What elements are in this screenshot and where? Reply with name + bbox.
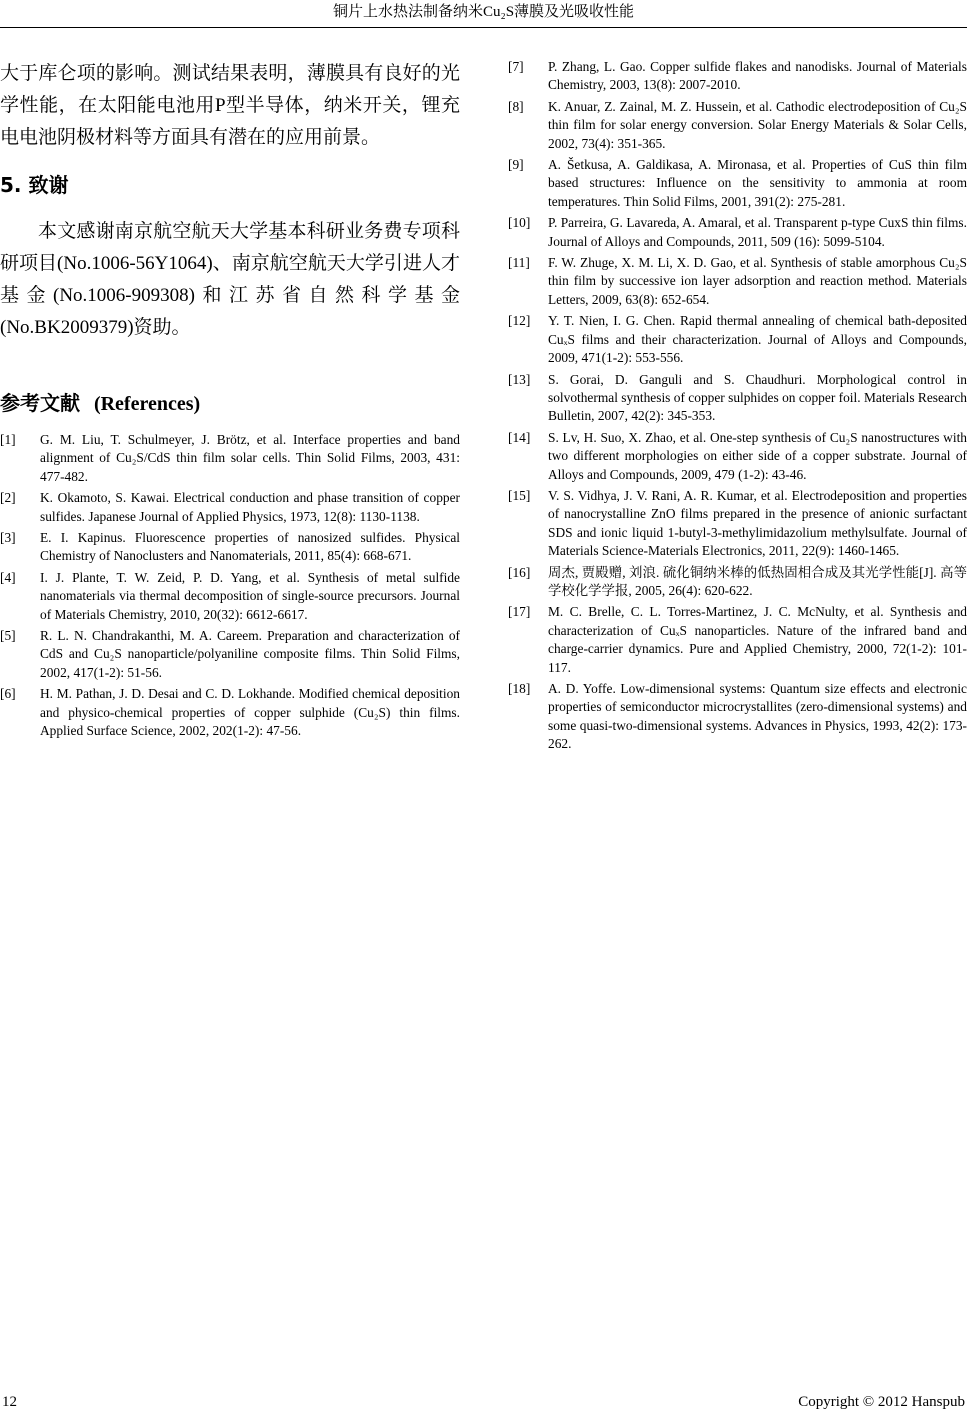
running-header: 铜片上水热法制备纳米Cu₂S薄膜及光吸收性能 (332, 4, 635, 20)
reference-number: [15] (508, 487, 531, 503)
reference-item (508, 254, 967, 309)
reference-number: [4] (0, 569, 16, 585)
reference-text: Y. T. Nien, I. G. Chen. Rapid thermal annealing of chemical bath-deposited CuₓS films and their characterization. Journal of Alloys and Compounds, 2009, 471(1-2): 553-556. (548, 313, 967, 366)
reference-item (508, 312, 967, 367)
reference-item (508, 564, 967, 601)
reference-text: M. C. Brelle, C. L. Torres-Martinez, J. C. McNulty, et al. Synthesis and characterization of CuₓS nanoparticles. Nature of the infrared band and charge-carrier dynamics. Pure and Applied Chemistry, 2000, 72(1-2): 101-117. (548, 604, 967, 675)
reference-text: F. W. Zhuge, X. M. Li, X. D. Gao, et al. Synthesis of stable amorphous Cu₂S thin film by successive ion layer adsorption and reaction method. Materials Letters, 2009, 63(8): 652-654. (548, 255, 967, 307)
reference-text: V. S. Vidhya, J. V. Rani, A. R. Kumar, et al. Electrodeposition and properties of nanocrystalline ZnO films prepared in the presence of anionic surfactant SDS and ionic liquid 1-butyl-3-methylimidazolium methylsulfate. Journal of Materials Science-Materials Electronics, 2011, 22(9): 1460-1465. (548, 487, 967, 559)
reference-item (508, 487, 967, 561)
reference-text: G. M. Liu, T. Schulmeyer, J. Brötz, et al. Interface properties and band alignment of Cu₂S/CdS thin film solar cells. Thin Solid Films, 2003, 431: 477-482. (40, 432, 460, 484)
reference-text: E. I. Kapinus. Fluorescence properties of nanosized sulfides. Physical Chemistry of Nanoclusters and Nanomaterials, 2011, 85(4): 668-671. (40, 530, 460, 564)
reference-list-left (0, 431, 460, 741)
references-heading-cn: 参考文献 (0, 391, 80, 415)
reference-text: A. D. Yoffe. Low-dimensional systems: Quantum size effects and electronic properties of semiconductor microcrystallites (zero-dimensional systems) and some quasi-two-dimensional systems. Advances in Physics, 1993, 42(2): 173-262. (548, 681, 967, 752)
reference-number: [13] (508, 371, 531, 387)
page-number: 12 (2, 1394, 17, 1410)
reference-number: [11] (508, 255, 530, 271)
references-heading-en: (References) (93, 393, 201, 415)
left-column (0, 58, 460, 744)
reference-number: [2] (0, 490, 16, 506)
reference-item (0, 431, 460, 486)
reference-item (508, 603, 967, 677)
reference-number: [5] (0, 628, 16, 644)
reference-text: A. Šetkusa, A. Galdikasa, A. Mironasa, et al. Properties of CuS thin film based structures: Influence on the sensitivity to ammonia at room temperatures. Thin Solid Films, 2001, 391(2): 275-281. (548, 157, 967, 209)
reference-text: K. Anuar, Z. Zainal, M. Z. Hussein, et al. Cathodic electrodeposition of Cu₂S thin film for solar energy conversion. Solar Energy Materials & Solar Cells, 2002, 73(4): 351-365. (548, 98, 967, 151)
reference-number: [3] (0, 530, 16, 546)
reference-item (508, 98, 967, 153)
reference-text: S. Gorai, D. Ganguli and S. Chaudhuri. Morphological control in solvothermal synthesis of copper sulphides on copper foil. Materials Research Bulletin, 2007, 42(2): 345-353. (548, 371, 967, 424)
reference-number: [7] (508, 59, 524, 74)
reference-item (0, 569, 460, 624)
reference-number: [8] (508, 98, 524, 114)
references-heading (0, 390, 460, 417)
copyright-notice: Copyright © 2012 Hanspub (798, 1394, 965, 1410)
header-rule (0, 27, 967, 28)
reference-item (0, 627, 460, 682)
reference-number: [10] (508, 215, 531, 231)
reference-text: H. M. Pathan, J. D. Desai and C. D. Lokhande. Modified chemical deposition and physico-chemical properties of copper sulphide (Cu₂S) thin films. Applied Surface Science, 2002, 202(1-2): 47-56. (40, 686, 460, 739)
reference-item (508, 214, 967, 251)
intro-paragraph: 大于库仑项的影响。测试结果表明，薄膜具有良好的光学性能，在太阳能电池用P型半导体，纳米开关，锂充电电池阴极材料等方面具有潜在的应用前景。 (0, 63, 460, 148)
reference-item (508, 156, 967, 211)
reference-item (0, 685, 460, 740)
reference-number: [6] (0, 686, 16, 702)
reference-item (508, 680, 967, 754)
reference-number: [14] (508, 429, 531, 445)
reference-number: [17] (508, 604, 531, 620)
reference-text: I. J. Plante, T. W. Zeid, P. D. Yang, et al. Synthesis of metal sulfide nanomaterials via thermal decomposition of single-source precursors. Journal of Materials Chemistry, 2010, 20(32): 6612-6617. (40, 569, 460, 622)
reference-text: P. Zhang, L. Gao. Copper sulfide flakes and nanodisks. Journal of Materials Chemistry, 2003, 13(8): 2007-2010. (548, 59, 967, 93)
reference-list-right (508, 58, 967, 754)
reference-text: 周杰, 贾殿赠, 刘浪. 硫化铜纳米棒的低热固相合成及其光学性能[J]. 高等学校化学学报, 2005, 26(4): 620-622. (548, 564, 967, 598)
reference-item (0, 489, 460, 526)
reference-item (508, 429, 967, 484)
reference-item (508, 58, 967, 95)
reference-text: R. L. N. Chandrakanthi, M. A. Careem. Preparation and characterization of CdS and Cu₂S nanoparticle/polyaniline composite films. Thin Solid Films, 2002, 417(1-2): 51-56. (40, 628, 460, 680)
acknowledgement-paragraph: 本文感谢南京航空航天大学基本科研业务费专项科研项目(No.1006-56Y1064)、南京航空航天大学引进人才基金(No.1006-909308)和江苏省自然科学基金(No.BK2009379)资助。 (0, 221, 460, 338)
acknowledgement-heading: 5. 致谢 (0, 173, 69, 197)
reference-text: S. Lv, H. Suo, X. Zhao, et al. One-step synthesis of Cu₂S nanostructures with two different morphologies on either side of a copper substrate. Journal of Alloys and Compounds, 2009, 479 (1-2): 43-46. (548, 429, 967, 482)
reference-item (0, 529, 460, 566)
reference-item (508, 371, 967, 426)
reference-number: [18] (508, 681, 531, 696)
reference-text: P. Parreira, G. Lavareda, A. Amaral, et al. Transparent p-type CuxS thin films. Journal of Alloys and Compounds, 2011, 509 (16): 5099-5104. (548, 215, 967, 249)
reference-number: [12] (508, 313, 531, 329)
reference-number: [1] (0, 432, 16, 447)
reference-text: K. Okamoto, S. Kawai. Electrical conduction and phase transition of copper sulfides. Japanese Journal of Applied Physics, 1973, 12(8): 1130-1138. (40, 490, 460, 524)
reference-number: [16] (508, 564, 531, 580)
reference-number: [9] (508, 157, 524, 173)
right-column (508, 58, 967, 757)
